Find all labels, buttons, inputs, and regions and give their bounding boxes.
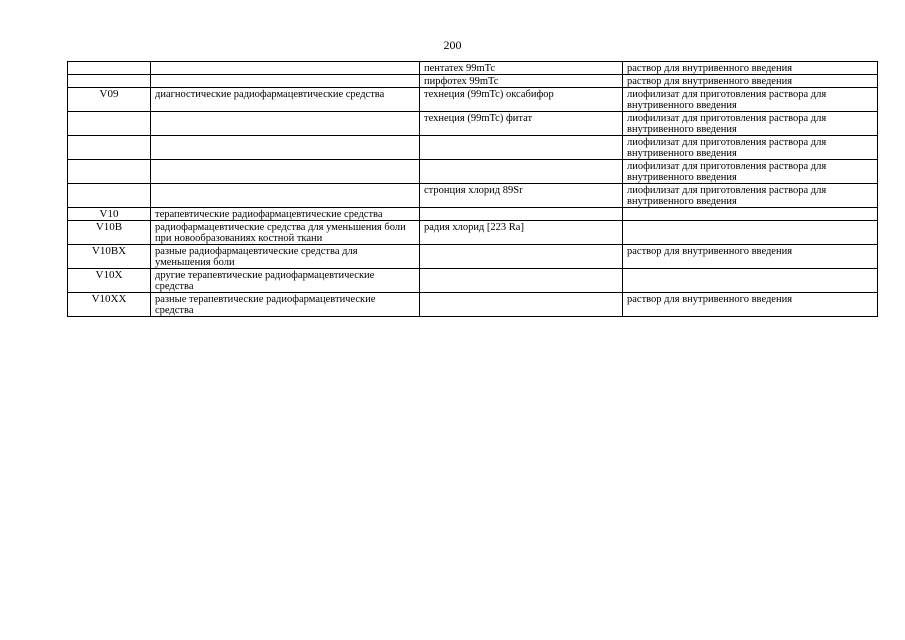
group-cell: другие терапевтические радиофармацевтические средства [151,269,420,293]
drug-cell [420,269,623,293]
table-row [68,88,878,112]
table-row [68,62,878,75]
atc-code-cell [68,75,151,88]
table-row [68,221,878,245]
drug-cell [420,208,623,221]
table-row [68,269,878,293]
atc-code-cell: V10 [68,208,151,221]
atc-code-cell [68,184,151,208]
atc-code-cell: V10B [68,221,151,245]
group-cell: терапевтические радиофармацевтические средства [151,208,420,221]
dosage-form-cell: лиофилизат для приготовления раствора для внутривенного введения [623,112,878,136]
atc-code-cell: V10BX [68,245,151,269]
dosage-form-cell: раствор для внутривенного введения [623,245,878,269]
dosage-form-cell: лиофилизат для приготовления раствора для внутривенного введения [623,136,878,160]
group-cell [151,75,420,88]
group-cell [151,112,420,136]
drug-cell: радия хлорид [223 Ra] [420,221,623,245]
drug-cell: стронция хлорид 89Sr [420,184,623,208]
page-number: 200 [443,38,462,52]
dosage-form-cell: лиофилизат для приготовления раствора для внутривенного введения [623,160,878,184]
table-row [68,293,878,317]
group-cell: разные радиофармацевтические средства для уменьшения боли [151,245,420,269]
atc-code-cell: V10XX [68,293,151,317]
group-cell [151,184,420,208]
dosage-form-cell: лиофилизат для приготовления раствора для внутривенного введения [623,88,878,112]
drug-cell: технеция (99mTc) оксабифор [420,88,623,112]
group-cell: радиофармацевтические средства для уменьшения боли при новообразованиях костной ткани [151,221,420,245]
group-cell: разные терапевтические радиофармацевтические средства [151,293,420,317]
atc-code-cell: V10X [68,269,151,293]
group-cell [151,62,420,75]
atc-code-cell: V09 [68,88,151,112]
table-row [68,136,878,160]
atc-code-cell [68,160,151,184]
dosage-form-cell: раствор для внутривенного введения [623,75,878,88]
dosage-form-cell: раствор для внутривенного введения [623,62,878,75]
drug-cell [420,245,623,269]
atc-code-cell [68,62,151,75]
group-cell: диагностические радиофармацевтические средства [151,88,420,112]
table-row [68,184,878,208]
table-row [68,245,878,269]
dosage-form-cell [623,221,878,245]
table-row [68,208,878,221]
dosage-form-cell: лиофилизат для приготовления раствора для внутривенного введения [623,184,878,208]
group-cell [151,160,420,184]
dosage-form-cell: раствор для внутривенного введения [623,293,878,317]
drug-cell: пирфотех 99mTc [420,75,623,88]
dosage-form-cell [623,208,878,221]
atc-code-cell [68,136,151,160]
drug-cell [420,136,623,160]
atc-code-cell [68,112,151,136]
drug-table [67,61,878,317]
drug-cell [420,160,623,184]
drug-cell [420,293,623,317]
drug-cell: технеция (99mTc) фитат [420,112,623,136]
table-row [68,112,878,136]
drug-cell: пентатех 99mTc [420,62,623,75]
group-cell [151,136,420,160]
table-row [68,75,878,88]
dosage-form-cell [623,269,878,293]
table-row [68,160,878,184]
